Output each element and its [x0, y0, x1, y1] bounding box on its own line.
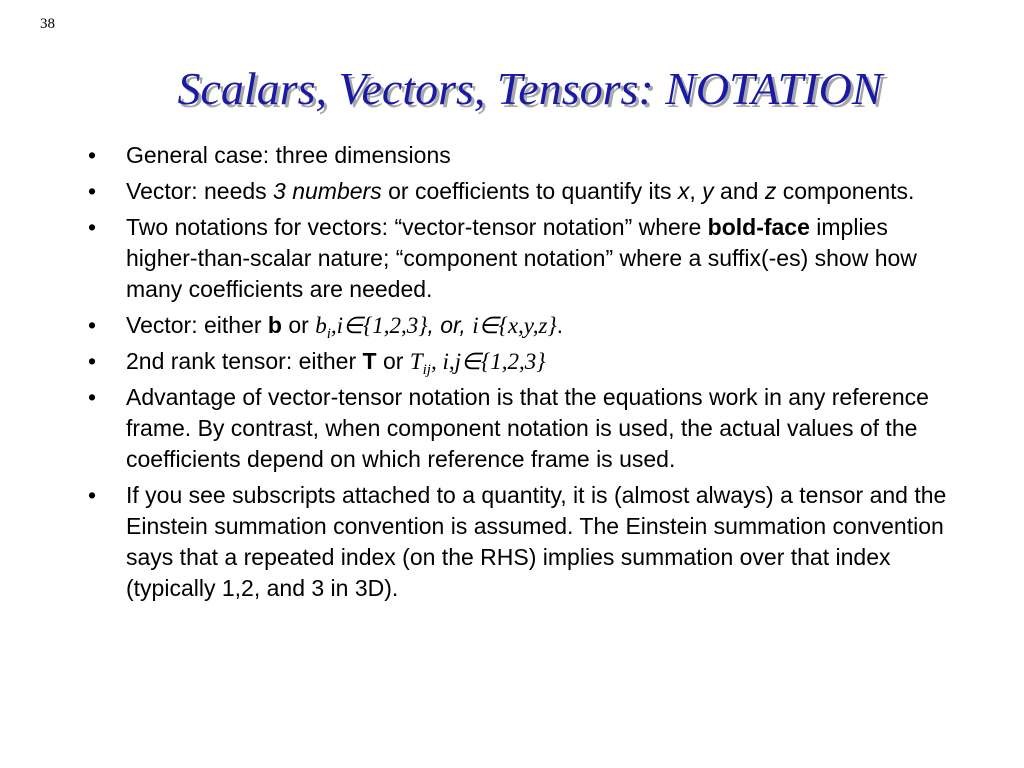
text: Vector: either: [126, 312, 268, 338]
bold-tensor-T: T: [362, 348, 377, 374]
bullet-subscripts: • If you see subscripts attached to a quantity, it is (almost always) a tensor and the Einstein summation convention is assumed. The Einstein summation convention says that a repeated index (on the RHS) implies summation over that index (typically 1,2, and 3 in 3D).: [88, 480, 948, 604]
text: or coefficients to quantify its: [381, 178, 678, 204]
slide-title: Scalars, Vectors, Tensors: NOTATION: [177, 63, 883, 114]
text: or: [376, 348, 410, 374]
bullet-advantage: • Advantage of vector-tensor notation is that the equations work in any reference frame. By contrast, when component notation is used, the actual values of the coefficients depend on which reference frame is used.: [88, 382, 948, 475]
text: implies higher-than-scalar nature; “component notation” where a suffix(-es) show how many coefficients are needed.: [126, 214, 917, 302]
text: and: [713, 178, 765, 204]
bullet-list: [88, 140, 948, 609]
text: or: [281, 312, 316, 338]
bullet-tensor: [88, 346, 948, 377]
bullet-two-notations: [88, 212, 948, 305]
math-symbol: b: [315, 313, 327, 338]
symbol-z: z: [764, 178, 777, 204]
bold-vector-b: b: [267, 312, 282, 338]
slide-number: 38: [40, 16, 55, 32]
bullet-vector-either: [88, 310, 948, 341]
math-b-sub-i: [315, 313, 428, 342]
bold-face-term: bold-face: [707, 214, 810, 240]
math-subscript: ij: [422, 362, 431, 378]
bullet-vector-numbers: [88, 176, 948, 207]
math-symbol: T: [409, 349, 423, 374]
text: , or,: [427, 312, 473, 338]
symbol-x: x: [677, 178, 690, 204]
text: Vector: needs: [126, 178, 274, 204]
text: Two notations for vectors: “vector-tensor notation” where: [126, 214, 708, 240]
math-rest: ,i∈{1,2,3}: [330, 313, 428, 338]
math-rest: , i,j∈{1,2,3}: [430, 349, 546, 374]
symbol-y: y: [702, 178, 714, 204]
text: ,: [689, 178, 703, 204]
math-T-sub-ij: [409, 349, 546, 378]
math-subscript: i: [326, 326, 331, 342]
text: 2nd rank tensor: either: [126, 348, 363, 374]
bullet-dimensions: • General case: three dimensions: [88, 140, 948, 171]
emphasis-3-numbers: 3 numbers: [273, 178, 382, 204]
text: .: [556, 312, 564, 338]
text: components.: [776, 178, 915, 204]
math-i-xyz: i∈{x,y,z}: [472, 313, 557, 338]
